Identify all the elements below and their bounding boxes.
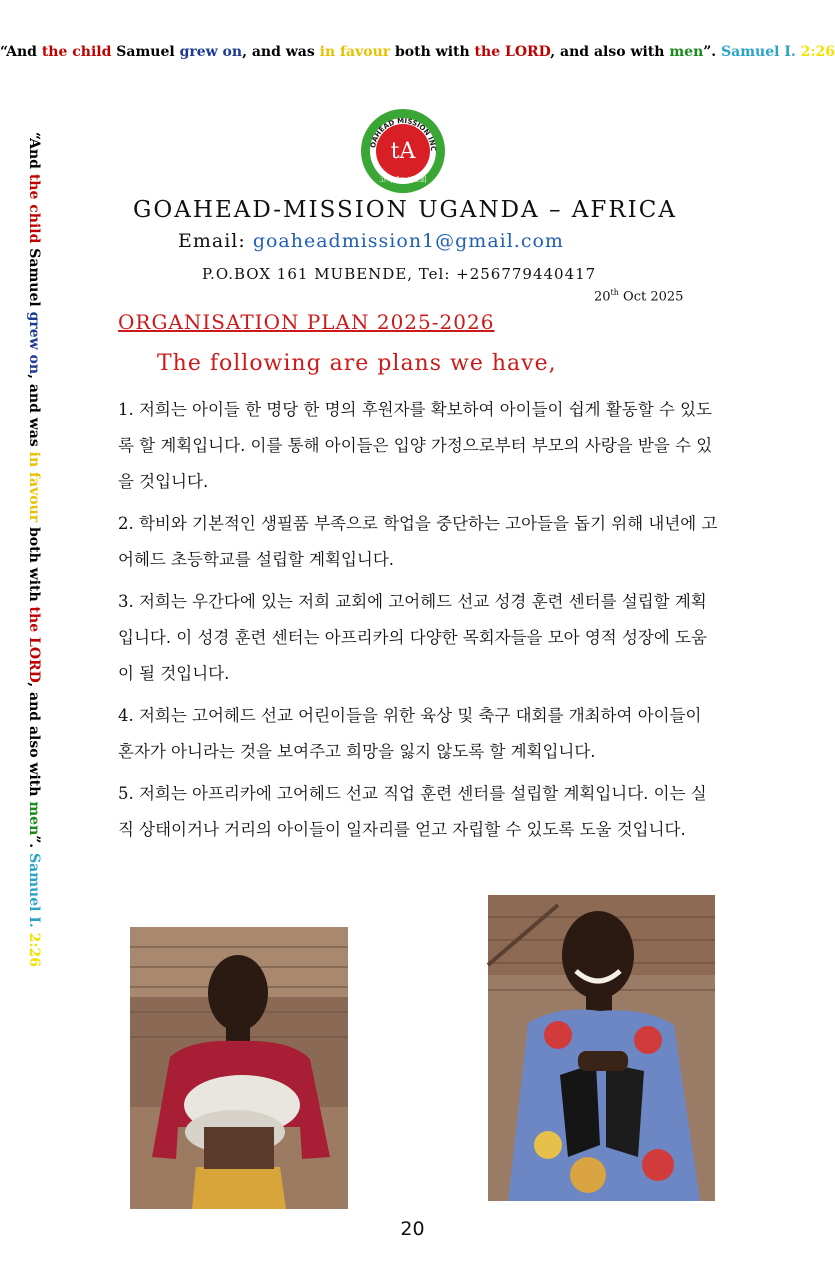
- plan-intro: The following are plans we have,: [157, 351, 557, 376]
- logo-initials: tA: [390, 139, 416, 164]
- item-text: 학비와 기본적인 생필품 부족으로 학업을 중단하는 고아들을 돕기 위해 내년에 고어헤드 초등학교를 설립할 계획입니다.: [118, 514, 718, 569]
- page-number: 20: [400, 1218, 425, 1240]
- quote-part: in favour: [26, 451, 42, 523]
- quote-part: grew on: [179, 44, 243, 60]
- date-rest: Oct 2025: [618, 289, 684, 305]
- postal-contact: P.O.BOX 161 MUBENDE, Tel: +256779440417: [202, 265, 597, 283]
- quote-part: ”.: [703, 44, 722, 60]
- quote-part: “And: [0, 44, 42, 60]
- quote-part: in favour: [319, 44, 391, 60]
- date-day: 20: [594, 289, 611, 305]
- list-item: [118, 392, 718, 500]
- mission-logo-graphic: [360, 108, 446, 194]
- quote-part: the LORD: [26, 606, 42, 683]
- item-text: 저희는 아프리카에 고어헤드 선교 직업 훈련 센터를 설립할 계획입니다. 이는 실직 상태이거나 거리의 아이들이 일자리를 얻고 자립할 수 있도록 도울 것입니다.: [118, 784, 707, 839]
- side-scripture-quote: [26, 132, 42, 967]
- quote-part: the child: [41, 44, 112, 60]
- quote-part: , and also with: [550, 44, 670, 60]
- list-item: [118, 506, 718, 578]
- quote-part: the child: [26, 173, 42, 244]
- photo-girl-with-shoes: [488, 895, 715, 1201]
- logo-ring-text: OAHEAD MISSION INC: [369, 116, 438, 152]
- quote-part: grew on: [26, 311, 42, 375]
- plan-title: ORGANISATION PLAN 2025-2026: [118, 310, 495, 334]
- quote-part: men: [669, 44, 704, 60]
- logo-korean-text: 고어헤드선교회: [379, 176, 427, 184]
- list-item: [118, 698, 718, 770]
- item-number: 3.: [118, 592, 134, 611]
- document-date: [594, 288, 683, 304]
- quote-part: both with: [26, 522, 42, 607]
- quote-part: , and was: [242, 44, 320, 60]
- email-link[interactable]: goaheadmission1@gmail.com: [252, 230, 564, 252]
- quote-part: , and also with: [26, 682, 42, 802]
- quote-part: the LORD: [474, 44, 551, 60]
- quote-part: 2:26: [795, 44, 835, 60]
- quote-part: both with: [390, 44, 475, 60]
- plan-items-list: [118, 392, 718, 854]
- item-number: 5.: [118, 784, 134, 803]
- photo-boy-with-shoes: [130, 927, 348, 1209]
- item-text: 저희는 우간다에 있는 저희 교회에 고어헤드 선교 성경 훈련 센터를 설립할 계획입니다. 이 성경 훈련 센터는 아프리카의 다양한 목회자들을 모아 영적 성장에 도움이 될 것입니다.: [118, 592, 707, 683]
- item-number: 1.: [118, 400, 134, 419]
- quote-part: “And: [26, 132, 42, 174]
- quote-part: men: [26, 801, 42, 836]
- item-number: 2.: [118, 514, 134, 533]
- mission-logo: [360, 108, 446, 194]
- item-number: 4.: [118, 706, 134, 725]
- quote-part: , and was: [26, 374, 42, 452]
- list-item: [118, 776, 718, 848]
- quote-part: 2:26: [26, 927, 42, 968]
- email-line: [178, 230, 564, 252]
- quote-part: Samuel: [26, 243, 42, 312]
- email-label: Email:: [178, 230, 253, 252]
- organization-name: GOAHEAD-MISSION UGANDA – AFRICA: [133, 197, 677, 223]
- photo-boy-illustration: [130, 927, 348, 1209]
- item-text: 저희는 아이들 한 명당 한 명의 후원자를 확보하여 아이들이 쉽게 활동할 수 있도록 할 계획입니다. 이를 통해 아이들은 입양 가정으로부터 부모의 사랑을 받을 수 있을 것입니다.: [118, 400, 713, 491]
- top-scripture-quote: [0, 44, 835, 60]
- date-suffix: th: [610, 288, 619, 297]
- item-text: 저희는 고어헤드 선교 어린이들을 위한 육상 및 축구 대회를 개최하여 아이들이 혼자가 아니라는 것을 보여주고 희망을 잃지 않도록 할 계획입니다.: [118, 706, 702, 761]
- quote-part: ”.: [26, 835, 42, 854]
- quote-part: Samuel: [111, 44, 180, 60]
- list-item: [118, 584, 718, 692]
- quote-part: Samuel I.: [26, 853, 42, 928]
- photo-girl-illustration: [488, 895, 715, 1201]
- quote-part: Samuel I.: [721, 44, 796, 60]
